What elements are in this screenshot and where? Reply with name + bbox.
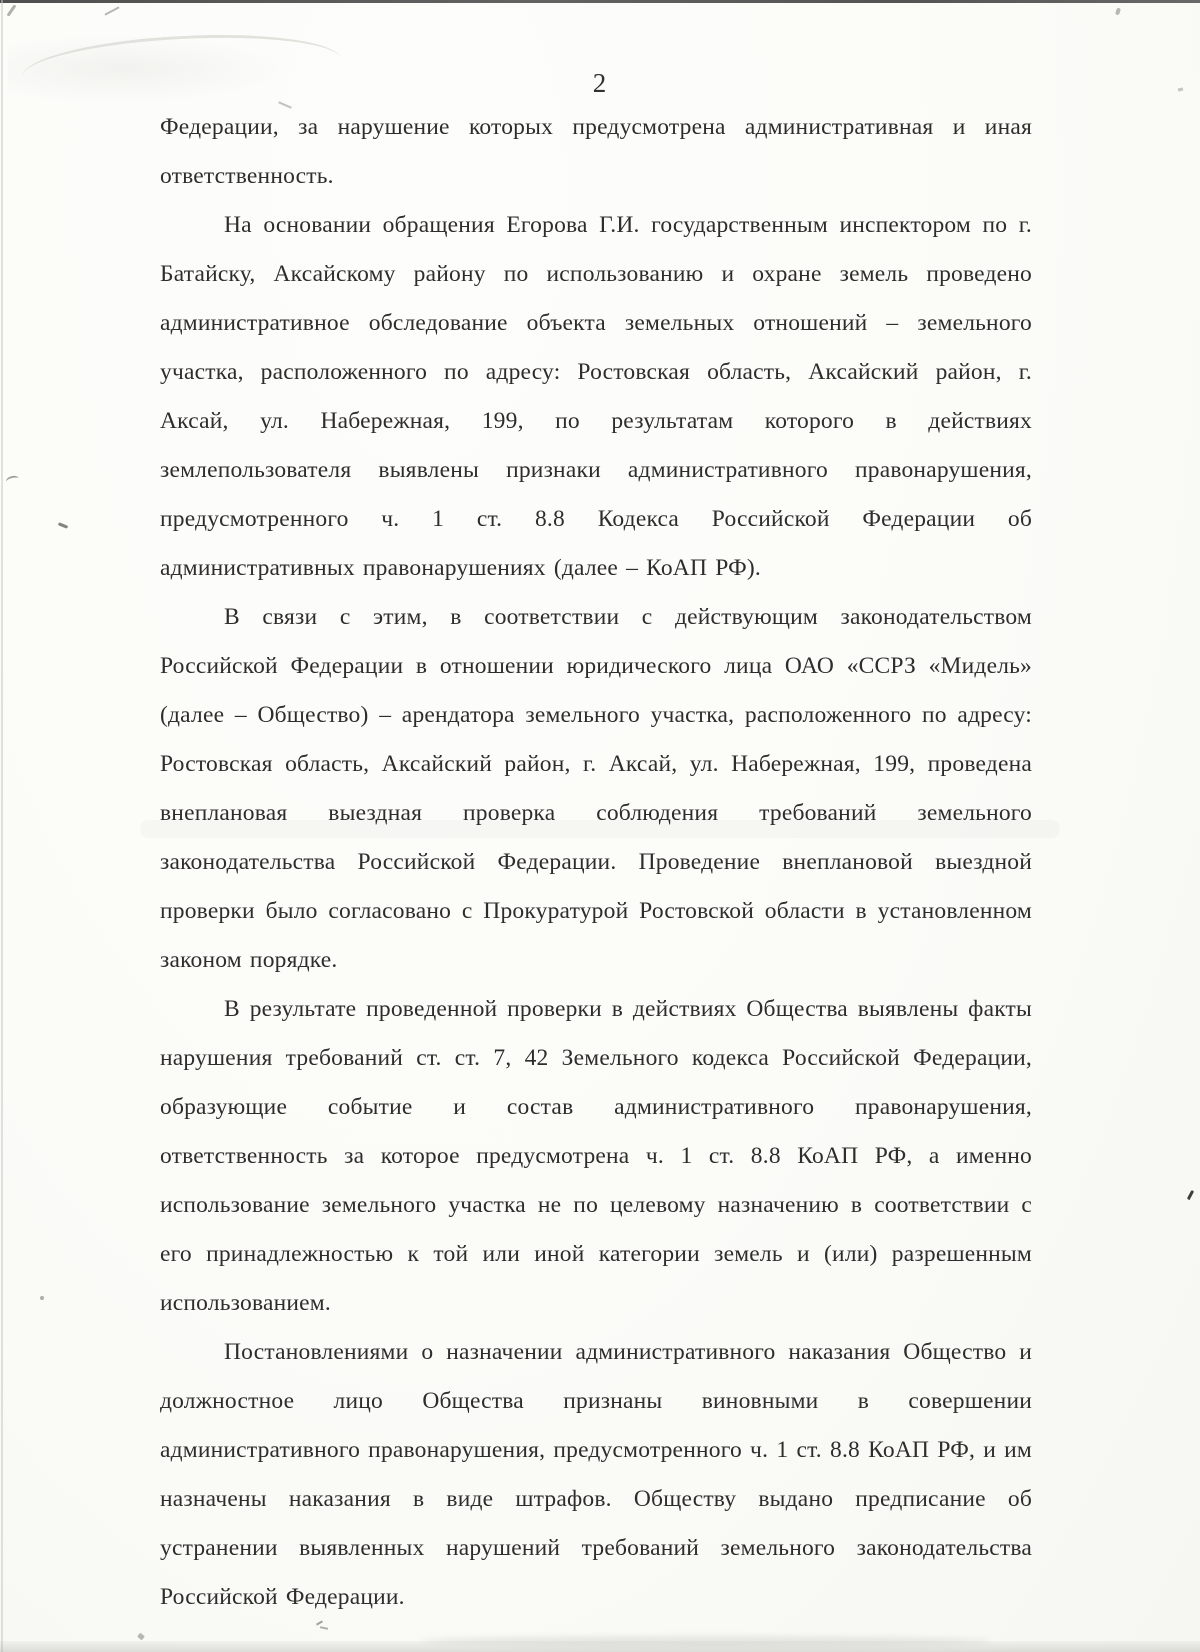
paragraph: На основании обращения Егорова Г.И. государственным инспектором по г. Батайску, Аксайскому району по использованию и охране земель проведено административное обследование объекта земельных отношений – земельного участка, расположенного по адресу: Ростовская область, Аксайский район, г. Аксай, ул. Набережная, 199, по результатам которого в действиях землепользователя выявлены признаки административного правонарушения, предусмотренного ч. 1 ст. 8.8 Кодекса Российской Федерации об административных правонарушениях (далее – КоАП РФ).: [160, 212, 1032, 581]
scan-artifact-left-edge-line: [1, 0, 3, 1652]
document-body: [160, 103, 1032, 1622]
paragraph: В результате проведенной проверки в действиях Общества выявлены факты нарушения требований ст. ст. 7, 42 Земельного кодекса Российской Федерации, образующие событие и состав административного правонарушения, ответственность за которое предусмотрена ч. 1 ст. 8.8 КоАП РФ, а именно использование земельного участка не по целевому назначению в соответствии с его принадлежностью к той или иной категории земель и (или) разрешенным использованием.: [160, 996, 1032, 1316]
paragraph: Постановлениями о назначении административного наказания Общество и должностное лицо Общества признаны виновными в совершении административного правонарушения, предусмотренного ч. 1 ст. 8.8 КоАП РФ, и им назначены наказания в виде штрафов. Обществу выдано предписание об устранении выявленных нарушений требований земельного законодательства Российской Федерации.: [160, 1339, 1032, 1610]
scan-artifact-bottom-shadow: [420, 1636, 990, 1646]
scan-artifact-speck: [40, 1296, 44, 1300]
paragraph: В связи с этим, в соответствии с действующим законодательством Российской Федерации в отношении юридического лица ОАО «ССРЗ «Мидель» (далее – Общество) – арендатора земельного участка, расположенного по адресу: Ростовская область, Аксайский район, г. Аксай, ул. Набережная, 199, проведена внеплановая выездная проверка соблюдения требований земельного законодательства Российской Федерации. Проведение внеплановой выездной проверки было согласовано с Прокуратурой Ростовской области в установленном законом порядке.: [160, 604, 1032, 973]
scan-artifact-ink-mark: [1187, 1190, 1194, 1200]
scan-artifact-top-edge-line: [0, 0, 1200, 3]
scan-artifact-bottom-edge: [0, 1641, 1200, 1652]
paragraph: Федерации, за нарушение которых предусмотрена административная и иная ответственность.: [160, 114, 1032, 189]
scan-artifact-tick: [7, 4, 17, 16]
scan-artifact-speck: [137, 1633, 145, 1641]
scan-artifact-speck: [320, 1626, 328, 1630]
scan-artifact-speck: [58, 522, 68, 529]
scan-artifact-tick: [104, 6, 119, 15]
scan-artifact-squiggle: [5, 475, 20, 486]
scan-artifact-speck: [1115, 8, 1121, 16]
page-number: 2: [592, 68, 608, 98]
